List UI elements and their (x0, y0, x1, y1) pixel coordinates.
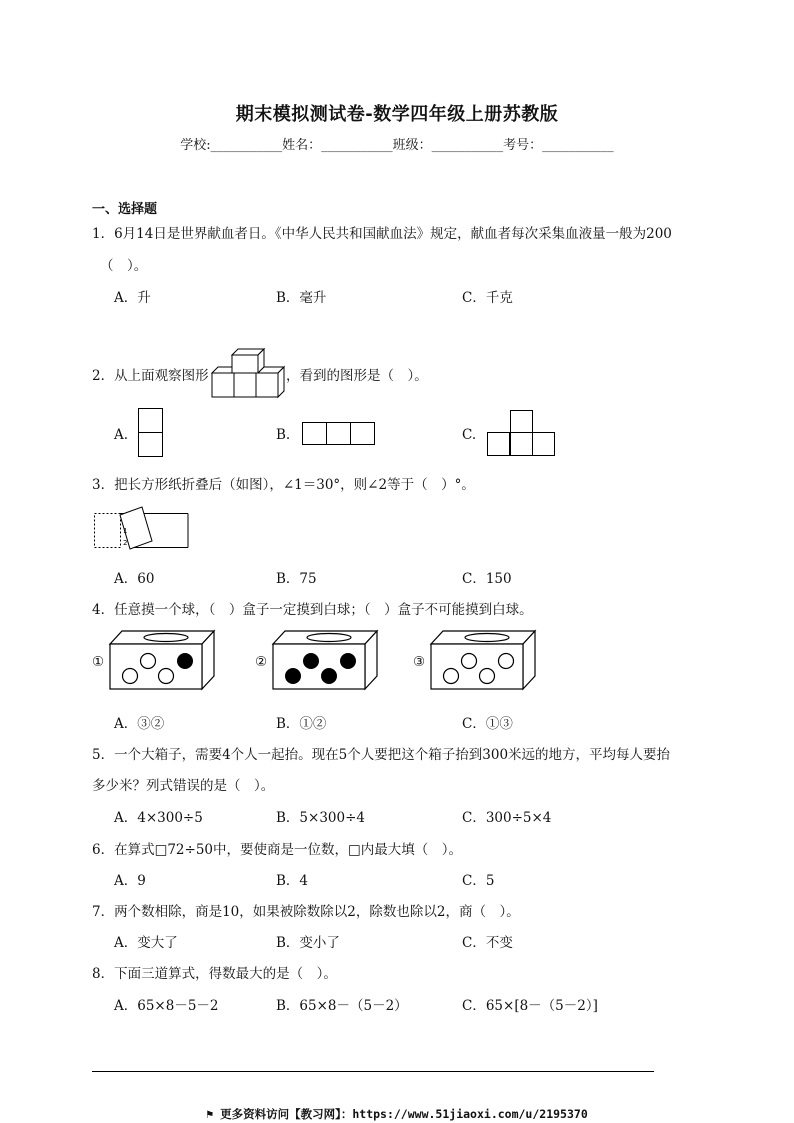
q3-fold-figure (94, 507, 190, 551)
question-5-cont: 多少米？列式错误的是（ ）。 (92, 778, 275, 794)
q4-option-c: C．①③ (462, 716, 513, 732)
box-1-figure (110, 630, 216, 690)
question-7: 7．两个数相除，商是10，如果被除数除以2，除数也除以2，商（ ）。 (92, 904, 520, 920)
q2-option-a-shape (138, 408, 164, 458)
q4-option-b: B．①② (276, 716, 327, 732)
q2-option-a: A. (114, 427, 129, 443)
q6-option-a: A．9 (114, 873, 146, 889)
q7-option-b: B．变小了 (276, 935, 340, 951)
question-6: 6．在算式□72÷50中，要使商是一位数，□内最大填（ ）。 (92, 842, 463, 858)
q5-option-c: C．300÷5×4 (462, 810, 552, 826)
student-info-line: 学校:___________姓名：___________班级：___________考号：___________ (180, 138, 614, 153)
q8-option-c: C．65×[8－（5－2）] (462, 998, 598, 1014)
q3-option-a: A．60 (114, 571, 155, 587)
q2-option-b: B. (276, 427, 291, 443)
question-2-cont: ，看到的图形是（ ）。 (286, 368, 428, 384)
q2-cube-figure (212, 347, 284, 399)
box-2-figure (273, 630, 379, 690)
section-heading: 一、选择题 (92, 202, 158, 217)
box-3-figure (431, 630, 537, 690)
question-1-cont: （ ）。 (100, 258, 148, 274)
flag-icon: ⚑ (206, 1107, 221, 1121)
footer-link[interactable] (0, 1106, 794, 1122)
footer-text: 更多资料访问【教习网】：https://www.51jiaoxi.com/u/2195370 (220, 1107, 588, 1121)
q3-option-c: C．150 (462, 571, 512, 587)
q2-option-b-shape (302, 422, 376, 446)
q8-option-b: B．65×8－（5－2） (276, 998, 408, 1014)
question-3: 3．把长方形纸折叠后（如图），∠1＝30°，则∠2等于（ ）°。 (92, 477, 475, 493)
question-4: 4．任意摸一个球，（ ）盒子一定摸到白球；（ ）盒子不可能摸到白球。 (92, 602, 533, 618)
q5-option-a: A．4×300÷5 (114, 810, 203, 826)
q4-option-a: A．③② (114, 716, 165, 732)
box-1-label: ① (92, 654, 105, 670)
q6-option-b: B．4 (276, 873, 309, 889)
angle-1-label: 1 (123, 527, 128, 535)
q6-option-c: C．5 (462, 873, 495, 889)
question-1: 1．6月14日是世界献血者日。《中华人民共和国献血法》规定，献血者每次采集血液量一般为200 (92, 226, 672, 242)
footer-divider (92, 1071, 654, 1072)
question-2: 2．从上面观察图形 (92, 368, 209, 384)
question-8: 8．下面三道算式，得数最大的是（ ）。 (92, 966, 337, 982)
angle-2-label: 2 (123, 539, 128, 547)
question-5: 5．一个大箱子，需要4个人一起抬。现在5个人要把这个箱子抬到300米远的地方，平均每人要抬 (92, 747, 671, 763)
q2-option-c-shape (487, 410, 557, 458)
q1-option-b: B．毫升 (276, 290, 327, 306)
q3-option-b: B．75 (276, 571, 317, 587)
q8-option-a: A．65×8－5－2 (114, 998, 219, 1014)
q7-option-c: C．不变 (462, 935, 513, 951)
q1-option-c: C．千克 (462, 290, 513, 306)
q1-option-a: A．升 (114, 290, 151, 306)
box-2-label: ② (255, 654, 268, 670)
page-title: 期末模拟测试卷-数学四年级上册苏教版 (235, 104, 559, 125)
q7-option-a: A．变大了 (114, 935, 178, 951)
q2-option-c: C. (462, 427, 477, 443)
box-3-label: ③ (413, 654, 426, 670)
q5-option-b: B．5×300÷4 (276, 810, 365, 826)
